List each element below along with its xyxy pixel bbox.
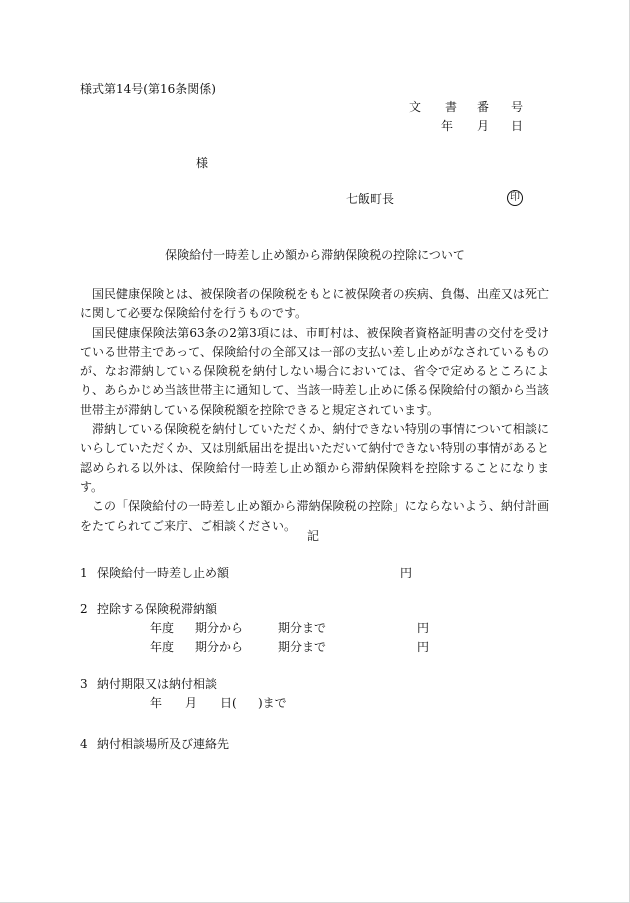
item-label: 控除する保険税滞納額: [97, 602, 218, 616]
kibun-kara-label: 期分から: [195, 621, 244, 635]
date-year-label: 年: [441, 119, 454, 133]
item-number: 2: [80, 602, 88, 616]
kibun-made-label: 期分まで: [278, 640, 327, 654]
doc-number-char: 書: [445, 100, 458, 114]
item-label: 保険給付一時差し止め額: [97, 566, 230, 580]
yen-unit: 円: [417, 640, 430, 654]
item-number: 4: [80, 737, 88, 751]
kibun-made-label: 期分まで: [278, 621, 327, 635]
seal-mark: 印: [507, 190, 523, 206]
paragraph: 国民健康保険とは、被保険者の保険税をもとに被保険者の疾病、負傷、出産又は死亡に関して必要な保険給付を行うものです。: [80, 287, 549, 321]
deadline-day-label: 日(: [220, 696, 237, 710]
paragraph: この「保険給付の一時差し止め額から滞納保険税の控除」にならないよう、納付計画をたてられてご来庁、ご相談ください。: [80, 499, 549, 533]
form-number: 様式第14号(第16条関係): [80, 82, 216, 96]
addressee-suffix: 様: [196, 156, 209, 170]
doc-number-char: 号: [511, 100, 524, 114]
deadline-year-label: 年: [150, 696, 163, 710]
paragraph: 国民健康保険法第63条の2第3項には、市町村は、被保険者資格証明書の交付を受けている世帯主であって、保険給付の全部又は一部の支払い差し止めがなされているものが、なお滞納している保険税を納付しない場合においては、省令で定めるところにより、あらかじめ当該世帯主に通知して、当該一時差し止めに係る保険給付の額から当該世帯主が滞納している保険税額を控除できると規定されています。: [80, 325, 549, 417]
nendo-label: 年度: [150, 640, 175, 654]
doc-number-char: 番: [477, 100, 490, 114]
document-title: 保険給付一時差し止め額から滞納保険税の控除について: [165, 248, 465, 262]
issuer-name: 七飯町長: [346, 192, 395, 206]
deadline-month-label: 月: [185, 696, 198, 710]
yen-unit: 円: [400, 566, 413, 580]
item-number: 1: [80, 566, 88, 580]
ki-heading: 記: [307, 529, 320, 543]
deadline-suffix: )まで: [258, 696, 287, 710]
date-month-label: 月: [477, 119, 490, 133]
kibun-kara-label: 期分から: [195, 640, 244, 654]
item-label: 納付期限又は納付相談: [97, 677, 218, 691]
yen-unit: 円: [417, 621, 430, 635]
item-label: 納付相談場所及び連絡先: [97, 737, 230, 751]
paragraph: 滞納している保険税を納付していただくか、納付できない特別の事情について相談にいらしていただくか、又は別紙届出を提出いただいて納付できない特別の事情があると認められる以外は、保険給付一時差し止め額から滞納保険料を控除することになります。: [80, 422, 549, 494]
item-number: 3: [80, 677, 88, 691]
body-text: [80, 285, 549, 536]
nendo-label: 年度: [150, 621, 175, 635]
date-day-label: 日: [511, 119, 524, 133]
doc-number-char: 文: [409, 100, 422, 114]
